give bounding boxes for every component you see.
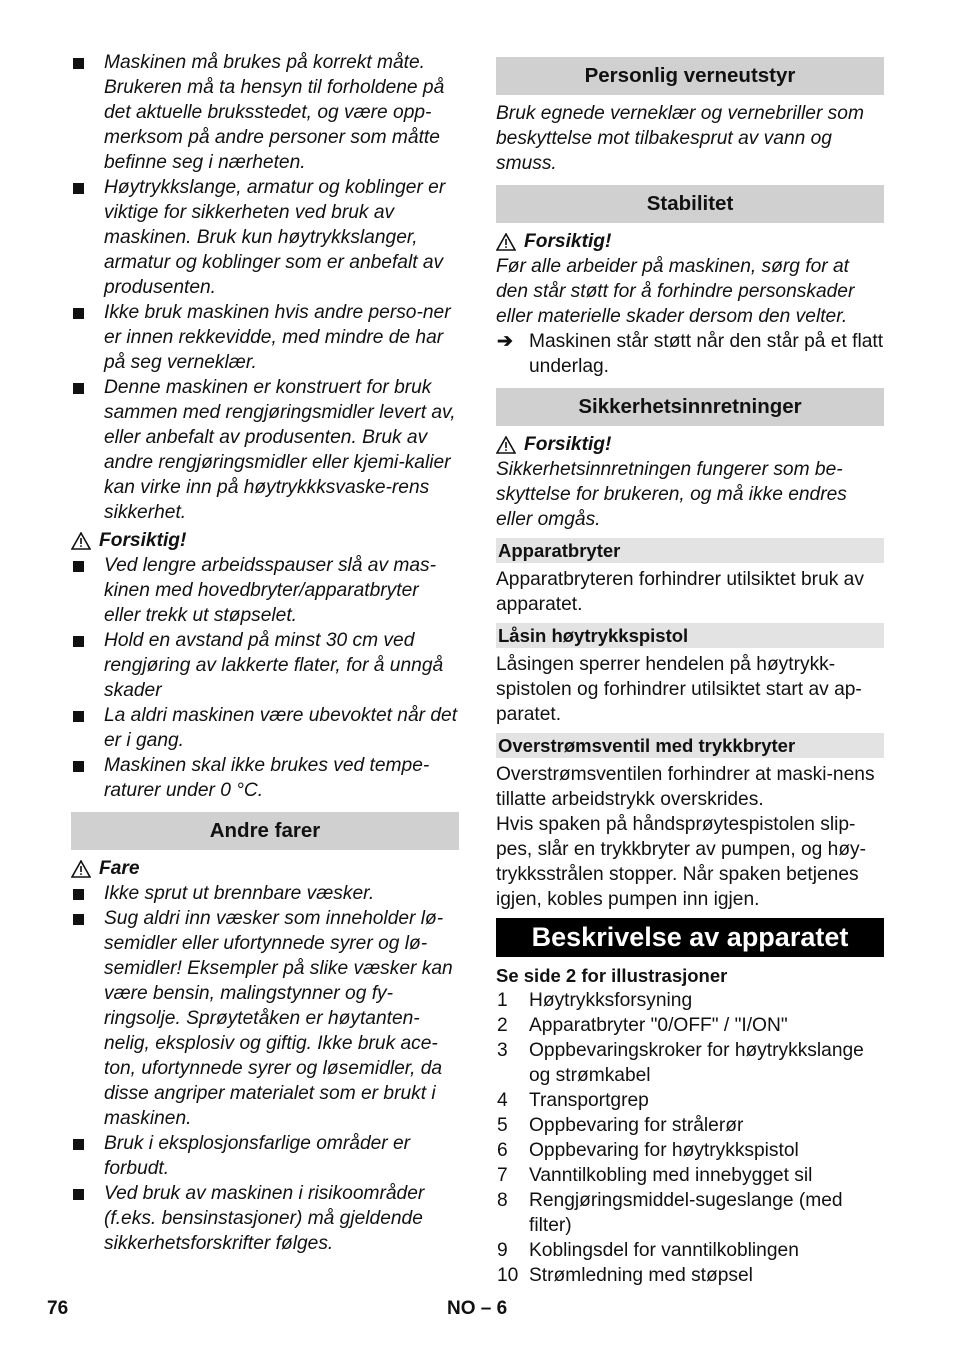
warning-triangle-icon [71, 532, 91, 550]
arrow-right-icon: ➔ [497, 331, 514, 352]
list-item: Høytrykkslange, armatur og koblinger er viktige for sikkerheten ved bruk av maskinen. Bruk kun høytrykkslanger, armatur og koblinger som er anbefalt av produsenten. [71, 175, 459, 300]
result-item [496, 329, 884, 379]
list-item: Ikke bruk maskinen hvis andre perso-ner er innen rekkevidde, med mindre de har på seg verneklær. [71, 300, 459, 375]
list-item: 6 Oppbevaring for høytrykkspistol [497, 1140, 799, 1161]
section-heading-personlig: Personlig verneutstyr [496, 57, 884, 95]
caution-label: Forsiktig! [524, 434, 612, 455]
caution-note [496, 432, 884, 457]
overstrom-text-2: Hvis spaken på håndsprøytespistolen slip-pes, slår en trykkbryter av pumpen, og høy-trykksstrålen stopper. Når spaken betjenes igjen, kobles pumpen inn igjen. [496, 814, 867, 910]
personlig-text: Bruk egnede verneklær og vernebriller som beskyttelse mot tilbakesprut av vann og smuss. [496, 103, 864, 174]
list-item: Sug aldri inn væsker som inneholder lø-semidler eller ufortynnede syrer og lø-semidler! Eksempler på slike væsker kan være bensin, malingstynner og fy-ringsolje. Sprøytetåken er høytanten-nelig, eksplosiv og giftig. Ikke bruk ace-ton, ufortynnede syrer og løsemidler, da disse angriper materialet som er brukt i maskinen. [71, 906, 459, 1131]
list-item: Ikke sprut ut brennbare væsker. [71, 881, 459, 906]
component-list [496, 988, 884, 1288]
list-item: 9 Koblingsdel for vanntilkoblingen [497, 1240, 799, 1261]
safety-list-3 [71, 881, 459, 1256]
list-item: Denne maskinen er konstruert for bruk sammen med rengjøringsmidler levert av, eller anbefalt av produsenten. Bruk av andre rengjøringsmidler eller kjemi-kalier kan virke inn på høytrykkksvaske-rens sikkerhet. [71, 375, 459, 525]
warning-triangle-icon [496, 233, 516, 251]
caution-note [71, 528, 459, 553]
list-item: 10 Strømledning med støpsel [497, 1265, 753, 1286]
caution-label: Forsiktig! [99, 530, 187, 551]
sikkerhet-text: Sikkerhetsinnretningen fungerer som be-skyttelse for brukeren, og må ikke endres eller omgås. [496, 459, 847, 530]
overstrom-text-1: Overstrømsventilen forhindrer at maski-nens tillatte arbeidstrykk overskrides. [496, 764, 875, 810]
apparatbryter-text: Apparatbryteren forhindrer utilsiktet bruk av apparatet. [496, 569, 864, 615]
list-item: La aldri maskinen være ubevoktet når det er i gang. [71, 703, 459, 753]
list-item: Hold en avstand på minst 30 cm ved rengjøring av lakkerte flater, for å unngå skader [71, 628, 459, 703]
section-heading-sikkerhet: Sikkerhetsinnretninger [496, 388, 884, 426]
list-item: 3 Oppbevaringskroker for høytrykkslange og strømkabel [497, 1040, 864, 1086]
caution-note [496, 229, 884, 254]
list-item: 1 Høytrykksforsyning [497, 990, 693, 1011]
list-item: Ved lengre arbeidsspauser slå av mas-kinen med hovedbryter/apparatbryter eller trekk ut støpselet. [71, 553, 459, 628]
illustration-reference: Se side 2 for illustrasjoner [496, 965, 728, 986]
right-column [496, 57, 884, 1288]
caution-label: Forsiktig! [524, 231, 612, 252]
danger-note [71, 856, 459, 881]
stabilitet-text: Før alle arbeider på maskinen, sørg for at den står støtt for å forhindre personskader eller materielle skader dersom den velter. [496, 256, 855, 327]
list-item: 2 Apparatbryter "0/OFF" / "I/ON" [497, 1015, 788, 1036]
warning-triangle-icon [496, 436, 516, 454]
list-item: Ved bruk av maskinen i risikoområder (f.eks. bensinstasjoner) må gjeldende sikkerhetsforskrifter følges. [71, 1181, 459, 1256]
list-item: Maskinen må brukes på korrekt måte. Brukeren må ta hensyn til forholdene på det aktuelle bruksstedet, og være opp-merksom på andre personer som måtte befinne seg i nærheten. [71, 50, 459, 175]
laasin-text: Låsingen sperrer hendelen på høytrykk-spistolen og forhindrer utilsiktet start av ap-paratet. [496, 654, 862, 725]
safety-list-1 [71, 50, 459, 525]
subheading-laasin: Låsin høytrykkspistol [496, 623, 884, 648]
left-column [71, 50, 459, 1256]
list-item: 8 Rengjøringsmiddel-sugeslange (med filter) [497, 1190, 843, 1236]
result-text: Maskinen står støtt når den står på et flatt underlag. [529, 331, 884, 377]
section-heading-andre-farer: Andre farer [71, 812, 459, 850]
list-item: 7 Vanntilkobling med innebygget sil [497, 1165, 813, 1186]
warning-triangle-icon [71, 860, 91, 878]
list-item: 4 Transportgrep [497, 1090, 649, 1111]
section-heading-stabilitet: Stabilitet [496, 185, 884, 223]
section-page-label: NO – 6 [447, 1298, 508, 1319]
chapter-heading-beskrivelse: Beskrivelse av apparatet [496, 918, 884, 957]
list-item: Maskinen skal ikke brukes ved tempe-raturer under 0 °C. [71, 753, 459, 803]
list-item: Bruk i eksplosjonsfarlige områder er forbudt. [71, 1131, 459, 1181]
list-item: 5 Oppbevaring for strålerør [497, 1115, 744, 1136]
danger-label: Fare [99, 858, 140, 879]
subheading-overstrom: Overstrømsventil med trykkbryter [496, 733, 884, 758]
safety-list-2 [71, 553, 459, 803]
subheading-apparatbryter: Apparatbryter [496, 538, 884, 563]
page-number: 76 [47, 1298, 69, 1319]
